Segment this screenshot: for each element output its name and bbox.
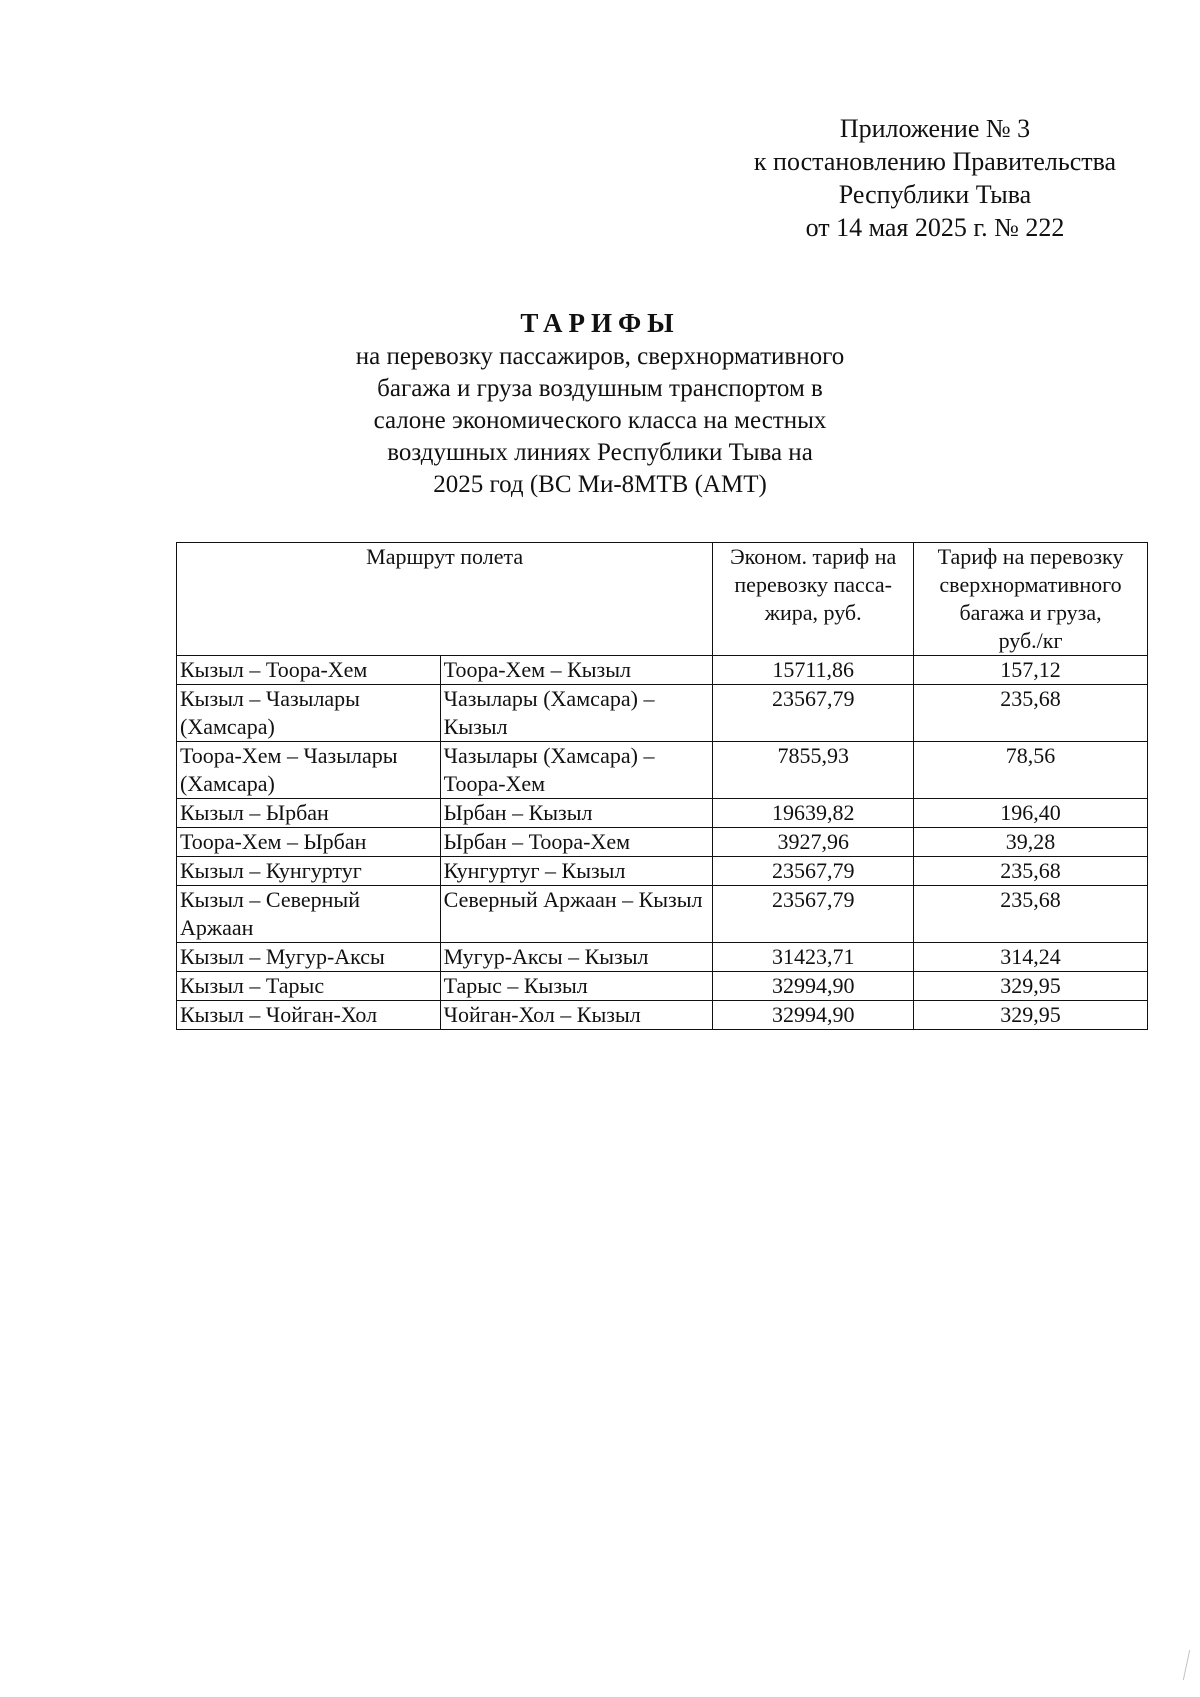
table-row [177,1001,1148,1030]
header-baggage-fare-line: Тариф на перевозку [937,544,1124,569]
subtitle-line-2: багажа и груза воздушным транспортом в [377,375,823,402]
route-return: Чазылары (Хамсара) – Тоора-Хем [440,742,713,799]
route-outbound: Тоора-Хем – Чазылары (Хамсара) [177,742,441,799]
route-return: Ырбан – Кызыл [440,799,713,828]
table-row [177,685,1148,742]
subtitle-line-4: воздушных линиях Республики Тыва на [387,439,813,466]
subtitle-line-5: 2025 год (ВС Ми-8МТВ (АМТ) [433,471,767,498]
subtitle-line-3: салоне экономического класса на местных [373,407,827,434]
document-title: ТАРИФЫ [520,308,680,338]
baggage-fare: 329,95 [914,1001,1148,1030]
baggage-fare: 78,56 [914,742,1148,799]
route-outbound: Кызыл – Тоора-Хем [177,656,441,685]
passenger-fare: 23567,79 [713,685,914,742]
header-baggage-fare-line: руб./кг [998,628,1063,653]
route-return: Чазылары (Хамсара) – Кызыл [440,685,713,742]
table-row [177,656,1148,685]
header-passenger-fare-line: жира, руб. [764,600,862,625]
scan-artifact-mark [1165,1650,1190,1680]
passenger-fare: 32994,90 [713,972,914,1001]
table-row [177,972,1148,1001]
appendix-government: Республики Тыва [838,180,1032,209]
route-outbound: Кызыл – Чойган-Хол [177,1001,441,1030]
route-return: Тоора-Хем – Кызыл [440,656,713,685]
header-passenger-fare [713,543,914,656]
subtitle-line-1: на перевозку пассажиров, сверхнормативного [355,343,845,370]
baggage-fare: 235,68 [914,857,1148,886]
table-row [177,943,1148,972]
passenger-fare: 19639,82 [713,799,914,828]
header-baggage-fare-line: багажа и груза, [959,600,1102,625]
route-outbound: Кызыл – Мугур-Аксы [177,943,441,972]
header-passenger-fare-line: перевозку пасса- [734,572,892,597]
passenger-fare: 32994,90 [713,1001,914,1030]
baggage-fare: 235,68 [914,886,1148,943]
table-row [177,857,1148,886]
document-title-block [300,305,900,501]
passenger-fare: 7855,93 [713,742,914,799]
route-outbound: Кызыл – Тарыс [177,972,441,1001]
baggage-fare: 235,68 [914,685,1148,742]
passenger-fare: 23567,79 [713,886,914,943]
document-subtitle [300,341,900,501]
table-row [177,799,1148,828]
tariff-table [176,542,1148,1030]
header-route: Маршрут полета [177,543,713,656]
passenger-fare: 23567,79 [713,857,914,886]
table-row [177,886,1148,943]
route-return: Мугур-Аксы – Кызыл [440,943,713,972]
appendix-reference: к постановлению Правительства [753,147,1117,176]
route-outbound: Тоора-Хем – Ырбан [177,828,441,857]
passenger-fare: 3927,96 [713,828,914,857]
route-return: Чойган-Хол – Кызыл [440,1001,713,1030]
table-header-row [177,543,1148,656]
baggage-fare: 157,12 [914,656,1148,685]
header-baggage-fare [914,543,1148,656]
appendix-date: от 14 мая 2025 г. № 222 [805,213,1065,242]
table-row [177,742,1148,799]
passenger-fare: 31423,71 [713,943,914,972]
baggage-fare: 39,28 [914,828,1148,857]
baggage-fare: 314,24 [914,943,1148,972]
route-return: Тарыс – Кызыл [440,972,713,1001]
route-outbound: Кызыл – Ырбан [177,799,441,828]
route-return: Ырбан – Тоора-Хем [440,828,713,857]
appendix-header [700,112,1170,244]
route-outbound: Кызыл – Чазылары (Хамсара) [177,685,441,742]
baggage-fare: 329,95 [914,972,1148,1001]
route-outbound: Кызыл – Северный Аржаан [177,886,441,943]
appendix-number: Приложение № 3 [839,114,1031,143]
header-baggage-fare-line: сверхнормативного [939,572,1122,597]
passenger-fare: 15711,86 [713,656,914,685]
header-passenger-fare-line: Эконом. тариф на [730,544,897,569]
table-row [177,828,1148,857]
route-return: Северный Аржаан – Кызыл [440,886,713,943]
route-return: Кунгуртуг – Кызыл [440,857,713,886]
route-outbound: Кызыл – Кунгуртуг [177,857,441,886]
baggage-fare: 196,40 [914,799,1148,828]
